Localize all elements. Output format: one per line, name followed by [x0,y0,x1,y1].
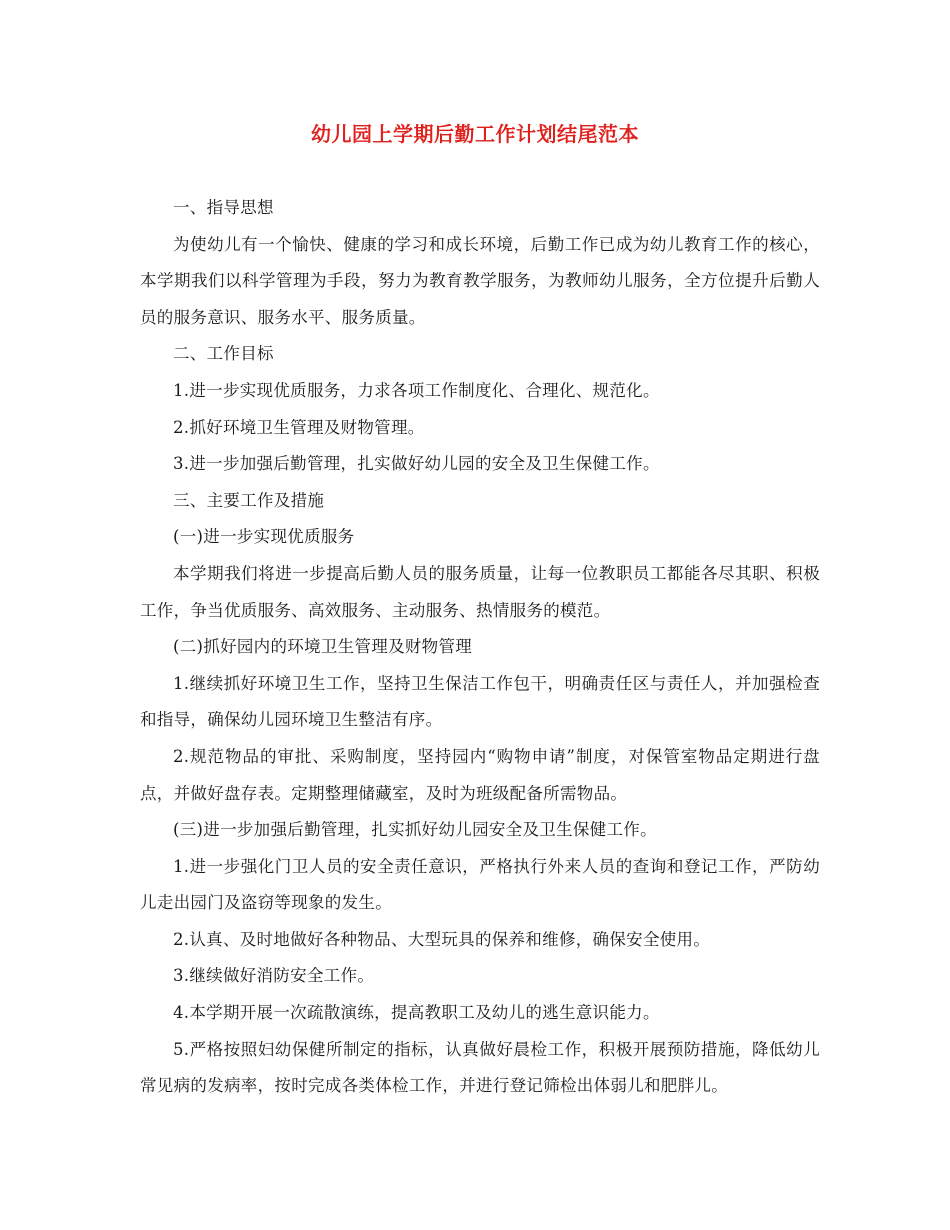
list-item: 2.规范物品的审批、采购制度，坚持园内“购物申请”制度，对保管室物品定期进行盘点，并做好盘存表。定期整理储藏室，及时为班级配备所需物品。 [140,746,820,803]
document-body [140,190,820,1105]
body-paragraph: 为使幼儿有一个愉快、健康的学习和成长环境，后勤工作已成为幼儿教育工作的核心，本学期我们以科学管理为手段，努力为教育教学服务，为教师幼儿服务，全方位提升后勤人员的服务意识、服务水平、服务质量。 [140,234,820,327]
section-heading: 一、指导思想 [173,198,274,217]
list-item: 2.认真、及时地做好各种物品、大型玩具的保养和维修，确保安全使用。 [173,929,711,949]
subsection-heading: (二)抓好园内的环境卫生管理及财物管理 [173,637,473,657]
list-item: 4.本学期开展一次疏散演练，提高教职工及幼儿的逃生意识能力。 [173,1003,660,1023]
list-item: 3.进一步加强后勤管理，扎实做好幼儿园的安全及卫生保健工作。 [173,454,660,474]
list-item: 1.进一步实现优质服务，力求各项工作制度化、合理化、规范化。 [173,380,660,400]
list-item: 1.继续抓好环境卫生工作，坚持卫生保洁工作包干，明确责任区与责任人，并加强检查和指导，确保幼儿园环境卫生整洁有序。 [140,673,820,730]
list-item: 2.抓好环境卫生管理及财物管理。 [173,417,425,437]
section-heading: 二、工作目标 [173,344,274,364]
subsection-heading: (三)进一步加强后勤管理，扎实抓好幼儿园安全及卫生保健工作。 [173,820,657,840]
list-item: 5.严格按照妇幼保健所制定的指标，认真做好晨检工作，积极开展预防措施，降低幼儿常见病的发病率，按时完成各类体检工作，并进行登记筛检出体弱儿和肥胖儿。 [140,1039,820,1096]
list-item: 3.继续做好消防安全工作。 [173,966,375,986]
body-paragraph: 本学期我们将进一步提高后勤人员的服务质量，让每一位教职员工都能各尽其职、积极工作，争当优质服务、高效服务、主动服务、热情服务的模范。 [140,563,820,620]
list-item: 1.进一步强化门卫人员的安全责任意识，严格执行外来人员的查询和登记工作，严防幼儿走出园门及盗窃等现象的发生。 [140,856,820,913]
document-title: 幼儿园上学期后勤工作计划结尾范本 [311,122,639,146]
section-heading: 三、主要工作及措施 [173,490,325,510]
subsection-heading: (一)进一步实现优质服务 [173,527,355,547]
